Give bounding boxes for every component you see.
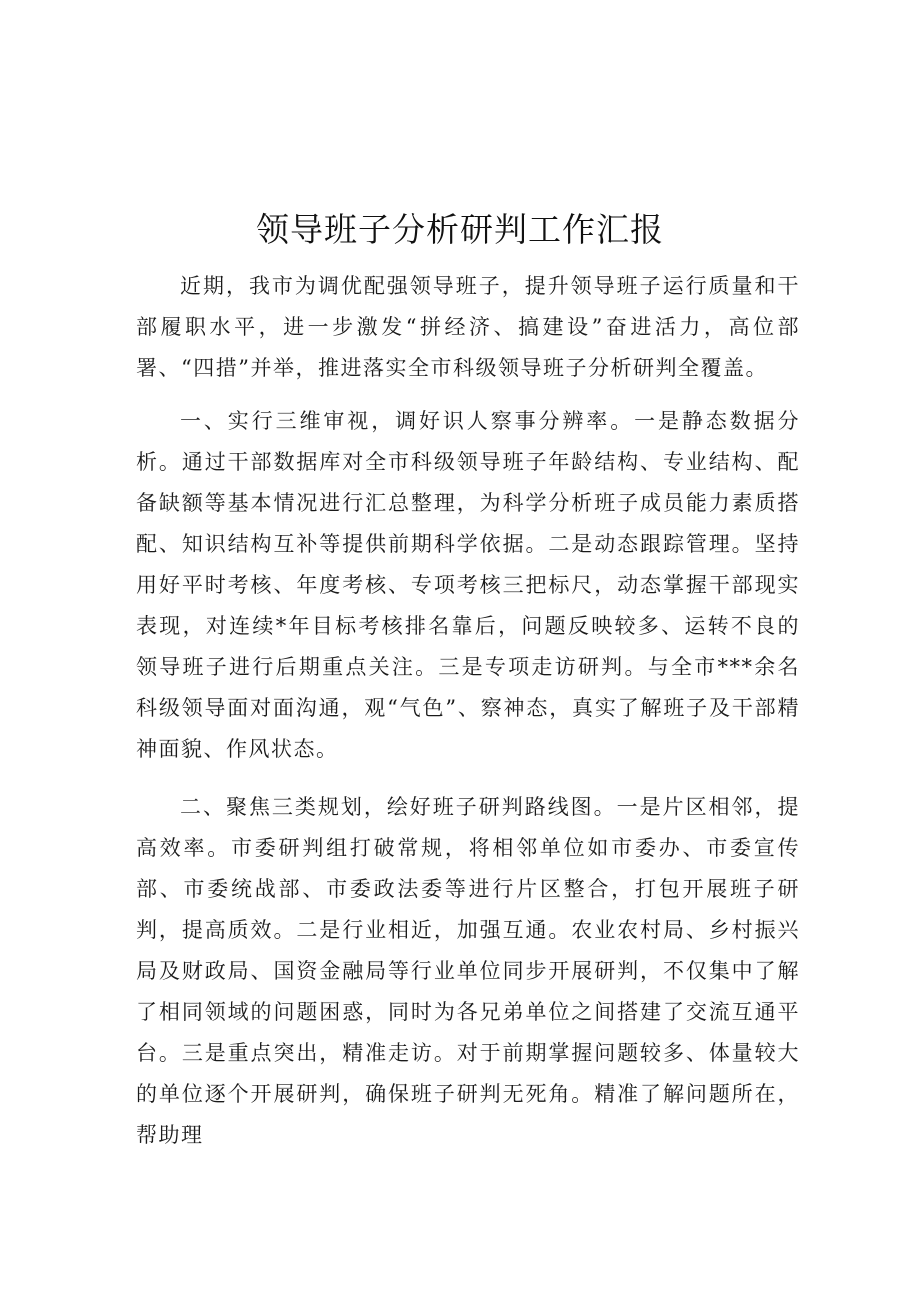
intro-paragraph: 近期，我市为调优配强领导班子，提升领导班子运行质量和干部履职水平，进一步激发“拼经济、搞建设”奋进活力，高位部署、“四措”并举，推进落实全市科级领导班子分析研判全覆盖。 <box>136 274 800 380</box>
section-one-paragraph: 一、实行三维审视，调好识人察事分辨率。一是静态数据分析。通过干部数据库对全市科级领导班子年龄结构、专业结构、配备缺额等基本情况进行汇总整理，为科学分析班子成员能力素质搭配、知识结构互补等提供前期科学依据。二是动态跟踪管理。坚持用好平时考核、年度考核、专项考核三把标尺，动态掌握干部现实表现，对连续*年目标考核排名靠后，问题反映较多、运转不良的领导班子进行后期重点关注。三是专项走访研判。与全市***余名科级领导面对面沟通，观“气色”、察神态，真实了解班子及干部精神面貌、作风状态。 <box>136 409 800 761</box>
page-title: 领导班子分析研判工作汇报 <box>256 210 664 249</box>
section-two-paragraph: 二、聚焦三类规划，绘好班子研判路线图。一是片区相邻，提高效率。市委研判组打破常规，将相邻单位如市委办、市委宣传部、市委统战部、市委政法委等进行片区整合，打包开展班子研判，提高质效。二是行业相近，加强互通。农业农村局、乡村振兴局及财政局、国资金融局等行业单位同步开展研判，不仅集中了解了相同领域的问题困惑，同时为各兄弟单位之间搭建了交流互通平台。三是重点突出，精准走访。对于前期掌握问题较多、体量较大的单位逐个开展研判，确保班子研判无死角。精准了解问题所在，帮助理 <box>136 795 800 1147</box>
